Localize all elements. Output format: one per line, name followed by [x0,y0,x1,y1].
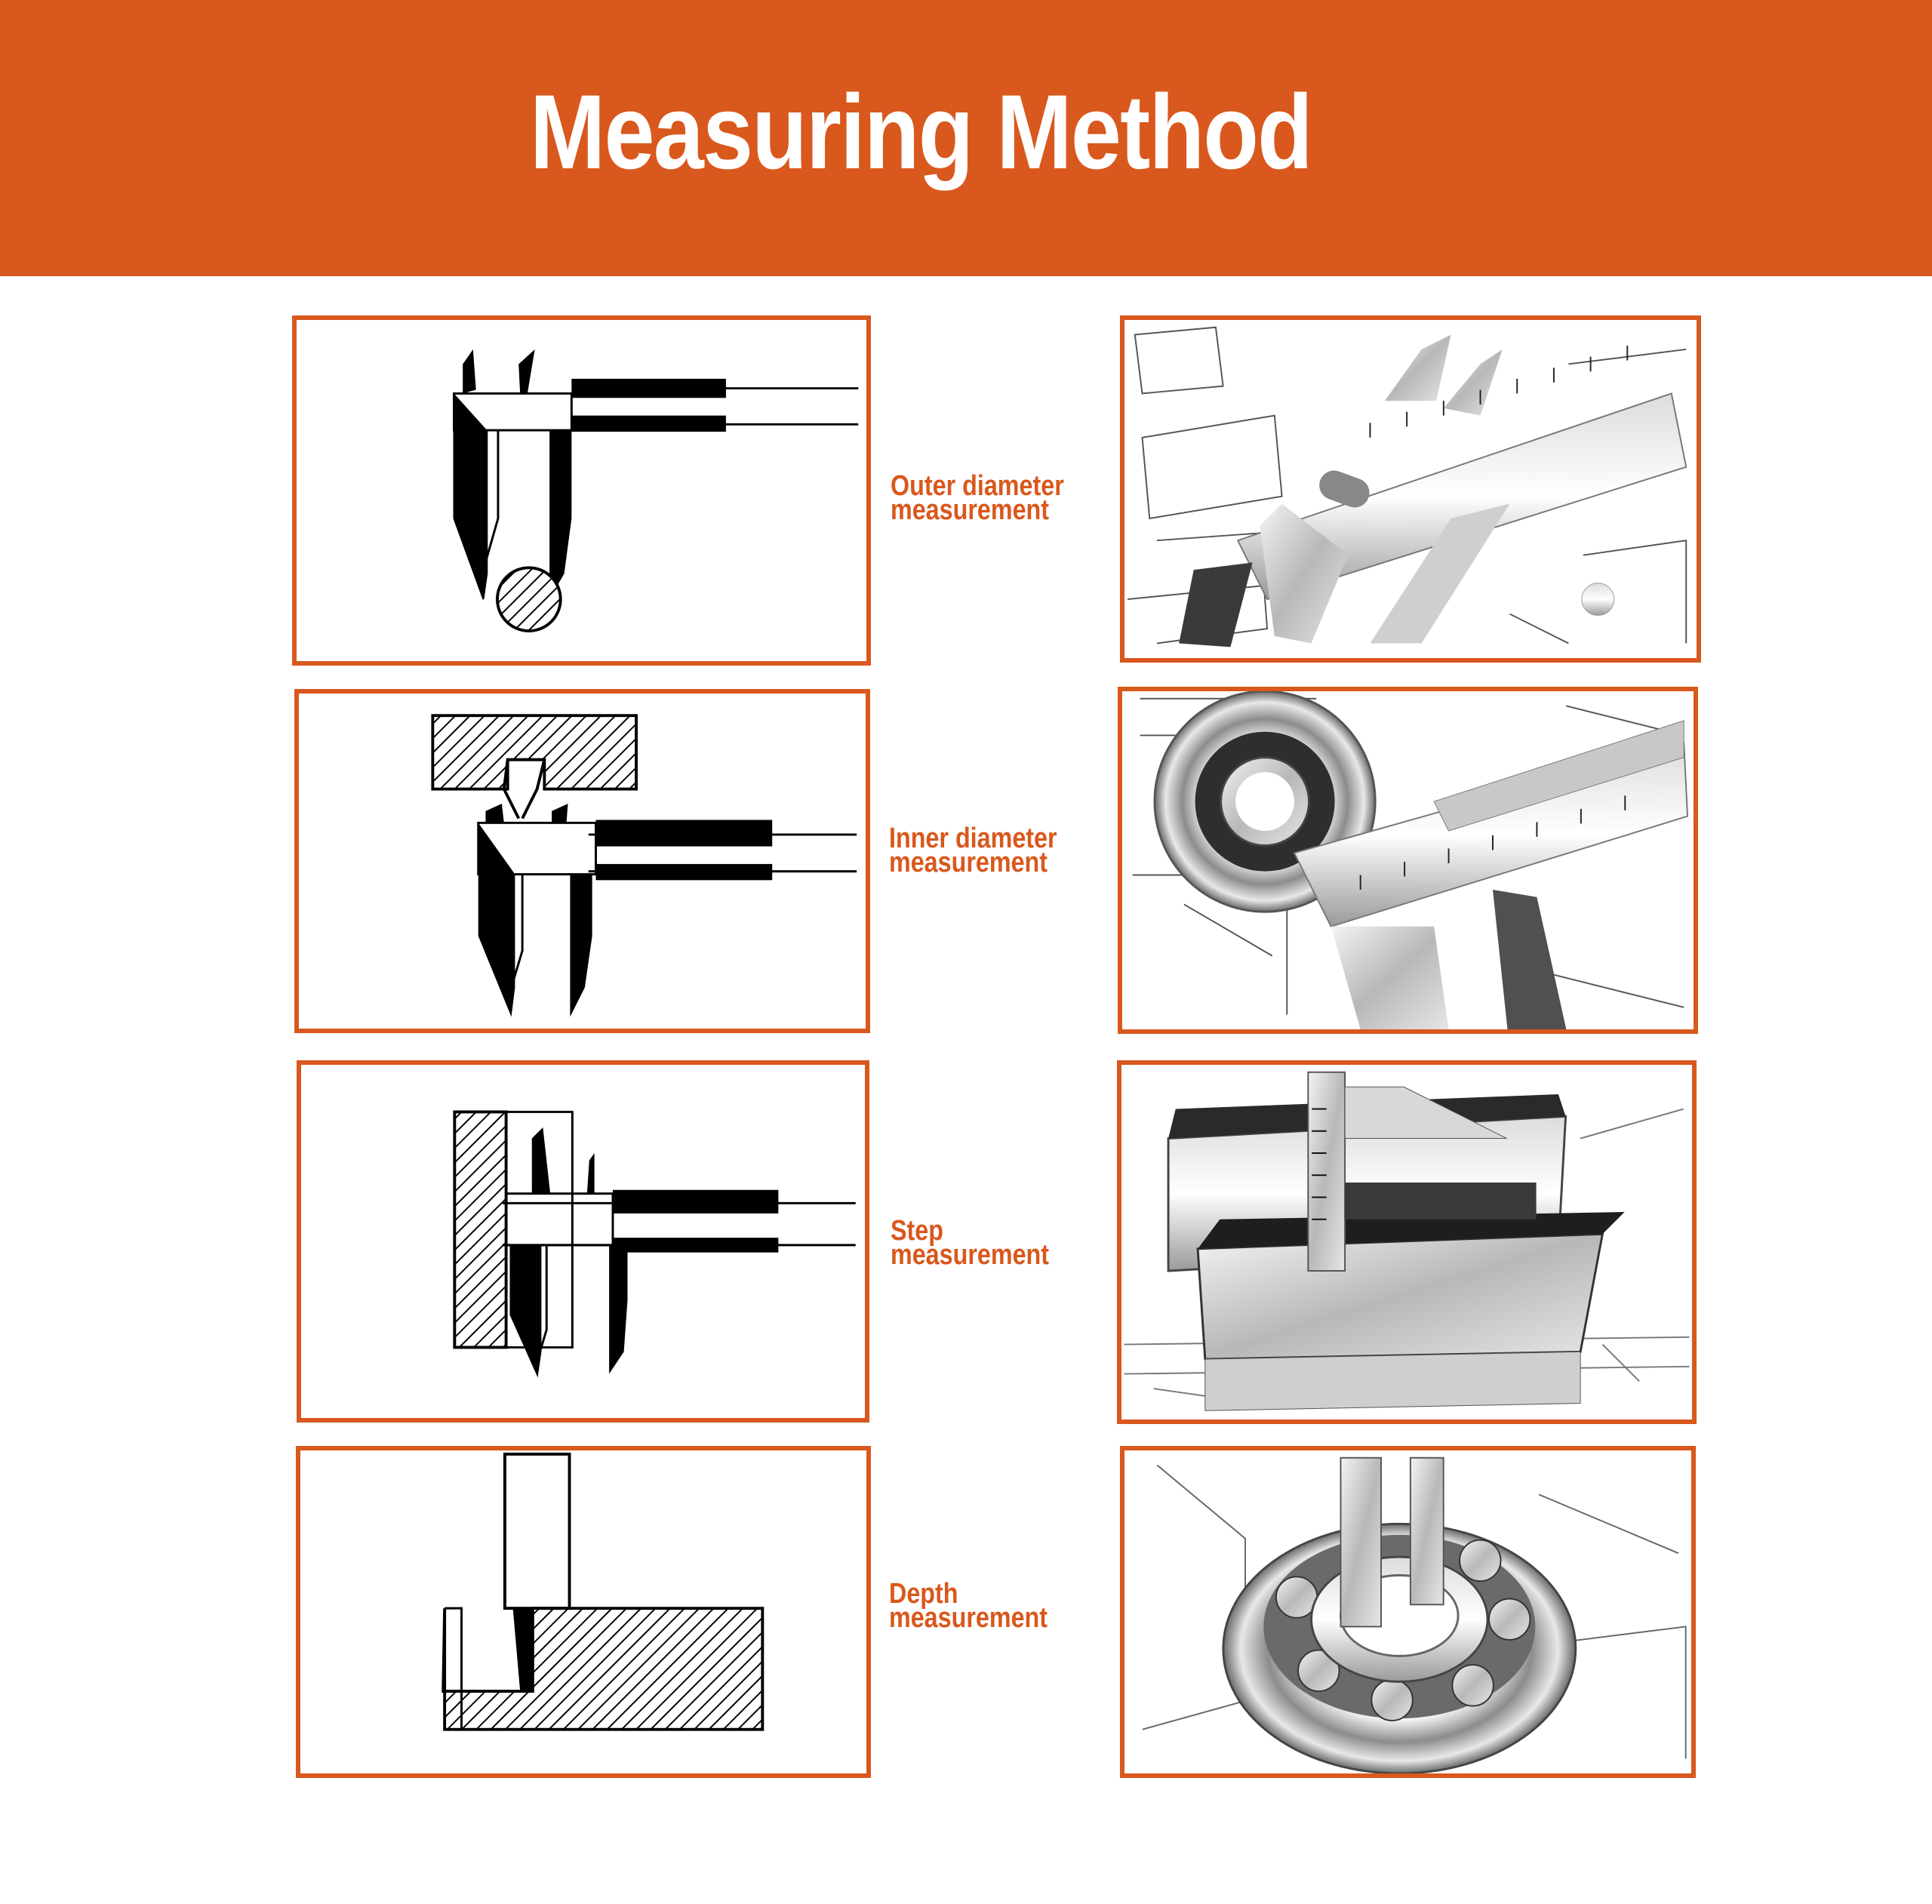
title-banner [0,0,1932,276]
depth-label-line2: measurement [889,1602,1048,1634]
depth-rod-icon [300,1450,866,1773]
caliper-on-step-block-photo [1121,1065,1692,1420]
outer-diameter-label [891,470,1064,526]
step-label [891,1215,1050,1271]
outer-diameter-photo-panel [1120,315,1701,663]
outer-diameter-label-line2: measurement [891,494,1050,526]
inner-diameter-diagram-panel [294,689,870,1033]
page-title: Measuring Method [529,72,1312,191]
inner-diameter-label-line1: Inner diameter [889,823,1057,854]
depth-label [889,1578,1048,1634]
caliper-step-icon [301,1065,865,1418]
step-label-line1: Step [891,1215,944,1247]
inner-diameter-photo-panel [1118,687,1698,1034]
caliper-outer-jaws-icon [297,320,866,661]
caliper-measuring-bearing-bore-photo [1122,691,1694,1029]
depth-diagram-panel [296,1446,871,1778]
outer-diameter-label-line1: Outer diameter [891,470,1064,502]
step-photo-panel [1117,1060,1697,1424]
depth-photo-panel [1120,1446,1696,1778]
step-diagram-panel [297,1060,869,1423]
inner-diameter-label-line2: measurement [889,847,1048,878]
outer-diameter-diagram-panel [292,315,871,666]
caliper-measuring-socket-photo [1124,320,1697,658]
inner-diameter-label [889,823,1057,878]
caliper-inner-jaws-icon [299,694,866,1029]
depth-rod-in-bearing-photo [1124,1450,1691,1773]
depth-label-line1: Depth [889,1578,958,1610]
step-label-line2: measurement [891,1239,1050,1271]
